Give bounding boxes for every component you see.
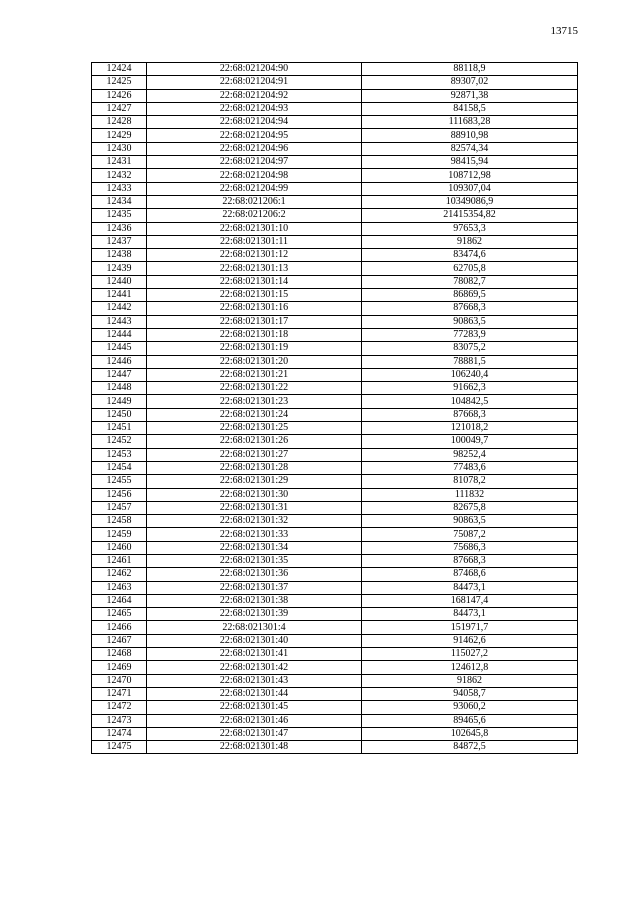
row-number-cell: 12437 [92, 235, 147, 248]
value-cell: 98252,4 [362, 448, 578, 461]
cadastral-number-cell: 22:68:021301:13 [147, 262, 362, 275]
table-row [92, 515, 578, 528]
value-cell: 84872,5 [362, 741, 578, 754]
table-row [92, 501, 578, 514]
table-row [92, 249, 578, 262]
cadastral-number-cell: 22:68:021301:31 [147, 501, 362, 514]
row-number-cell: 12425 [92, 76, 147, 89]
cadastral-number-cell: 22:68:021301:46 [147, 714, 362, 727]
cadastral-number-cell: 22:68:021301:32 [147, 515, 362, 528]
table-row [92, 594, 578, 607]
row-number-cell: 12446 [92, 355, 147, 368]
value-cell: 75686,3 [362, 541, 578, 554]
table-row [92, 182, 578, 195]
cadastral-number-cell: 22:68:021301:23 [147, 395, 362, 408]
value-cell: 86869,5 [362, 289, 578, 302]
cadastral-number-cell: 22:68:021204:92 [147, 89, 362, 102]
cadastral-number-cell: 22:68:021204:98 [147, 169, 362, 182]
cadastral-number-cell: 22:68:021301:33 [147, 528, 362, 541]
value-cell: 87668,3 [362, 408, 578, 421]
row-number-cell: 12435 [92, 209, 147, 222]
table-row [92, 448, 578, 461]
value-cell: 90863,5 [362, 515, 578, 528]
value-cell: 92871,38 [362, 89, 578, 102]
row-number-cell: 12475 [92, 741, 147, 754]
row-number-cell: 12427 [92, 102, 147, 115]
row-number-cell: 12455 [92, 475, 147, 488]
row-number-cell: 12436 [92, 222, 147, 235]
cadastral-number-cell: 22:68:021301:27 [147, 448, 362, 461]
value-cell: 168147,4 [362, 594, 578, 607]
cadastral-number-cell: 22:68:021301:48 [147, 741, 362, 754]
table-row [92, 209, 578, 222]
value-cell: 94058,7 [362, 687, 578, 700]
table-row [92, 435, 578, 448]
table-row [92, 63, 578, 76]
table-row [92, 222, 578, 235]
table-row [92, 302, 578, 315]
table-row [92, 568, 578, 581]
value-cell: 62705,8 [362, 262, 578, 275]
row-number-cell: 12464 [92, 594, 147, 607]
row-number-cell: 12443 [92, 315, 147, 328]
value-cell: 75087,2 [362, 528, 578, 541]
row-number-cell: 12466 [92, 621, 147, 634]
table-row [92, 581, 578, 594]
cadastral-number-cell: 22:68:021301:17 [147, 315, 362, 328]
value-cell: 91462,6 [362, 634, 578, 647]
cadastral-number-cell: 22:68:021301:47 [147, 727, 362, 740]
value-cell: 78082,7 [362, 275, 578, 288]
cadastral-number-cell: 22:68:021301:45 [147, 701, 362, 714]
cadastral-number-cell: 22:68:021301:14 [147, 275, 362, 288]
cadastral-number-cell: 22:68:021301:39 [147, 608, 362, 621]
cadastral-number-cell: 22:68:021204:97 [147, 156, 362, 169]
table-row [92, 727, 578, 740]
value-cell: 77483,6 [362, 461, 578, 474]
table-row [92, 674, 578, 687]
row-number-cell: 12441 [92, 289, 147, 302]
page-number: 13715 [550, 25, 578, 37]
cadastral-number-cell: 22:68:021301:11 [147, 235, 362, 248]
value-cell: 100049,7 [362, 435, 578, 448]
cadastral-number-cell: 22:68:021301:25 [147, 422, 362, 435]
row-number-cell: 12438 [92, 249, 147, 262]
value-cell: 91862 [362, 235, 578, 248]
table-row [92, 648, 578, 661]
value-cell: 87668,3 [362, 302, 578, 315]
cadastral-number-cell: 22:68:021301:24 [147, 408, 362, 421]
value-cell: 88118,9 [362, 63, 578, 76]
table-row [92, 408, 578, 421]
table-row [92, 116, 578, 129]
cadastral-number-cell: 22:68:021301:40 [147, 634, 362, 647]
table-row [92, 382, 578, 395]
row-number-cell: 12445 [92, 342, 147, 355]
cadastral-number-cell: 22:68:021204:93 [147, 102, 362, 115]
row-number-cell: 12470 [92, 674, 147, 687]
row-number-cell: 12439 [92, 262, 147, 275]
table-row [92, 741, 578, 754]
value-cell: 82675,8 [362, 501, 578, 514]
registry-table [91, 62, 578, 754]
row-number-cell: 12426 [92, 89, 147, 102]
value-cell: 89307,02 [362, 76, 578, 89]
row-number-cell: 12461 [92, 554, 147, 567]
row-number-cell: 12447 [92, 368, 147, 381]
value-cell: 89465,6 [362, 714, 578, 727]
cadastral-number-cell: 22:68:021301:16 [147, 302, 362, 315]
value-cell: 151971,7 [362, 621, 578, 634]
value-cell: 81078,2 [362, 475, 578, 488]
value-cell: 83075,2 [362, 342, 578, 355]
table-row [92, 156, 578, 169]
cadastral-number-cell: 22:68:021301:34 [147, 541, 362, 554]
cadastral-number-cell: 22:68:021301:37 [147, 581, 362, 594]
row-number-cell: 12469 [92, 661, 147, 674]
row-number-cell: 12433 [92, 182, 147, 195]
row-number-cell: 12452 [92, 435, 147, 448]
cadastral-number-cell: 22:68:021301:41 [147, 648, 362, 661]
value-cell: 21415354,82 [362, 209, 578, 222]
table-row [92, 76, 578, 89]
value-cell: 111832 [362, 488, 578, 501]
value-cell: 91862 [362, 674, 578, 687]
table-row [92, 528, 578, 541]
cadastral-number-cell: 22:68:021301:18 [147, 328, 362, 341]
cadastral-number-cell: 22:68:021206:1 [147, 195, 362, 208]
value-cell: 108712,98 [362, 169, 578, 182]
cadastral-number-cell: 22:68:021204:99 [147, 182, 362, 195]
table-row [92, 235, 578, 248]
table-row [92, 701, 578, 714]
cadastral-number-cell: 22:68:021301:36 [147, 568, 362, 581]
row-number-cell: 12474 [92, 727, 147, 740]
row-number-cell: 12465 [92, 608, 147, 621]
row-number-cell: 12473 [92, 714, 147, 727]
cadastral-number-cell: 22:68:021301:29 [147, 475, 362, 488]
table-row [92, 275, 578, 288]
value-cell: 77283,9 [362, 328, 578, 341]
value-cell: 78881,5 [362, 355, 578, 368]
value-cell: 124612,8 [362, 661, 578, 674]
cadastral-number-cell: 22:68:021204:95 [147, 129, 362, 142]
cadastral-number-cell: 22:68:021301:30 [147, 488, 362, 501]
table-row [92, 395, 578, 408]
table-row [92, 102, 578, 115]
value-cell: 83474,6 [362, 249, 578, 262]
table-row [92, 554, 578, 567]
cadastral-number-cell: 22:68:021301:15 [147, 289, 362, 302]
table-row [92, 621, 578, 634]
row-number-cell: 12431 [92, 156, 147, 169]
row-number-cell: 12432 [92, 169, 147, 182]
table-row [92, 541, 578, 554]
row-number-cell: 12467 [92, 634, 147, 647]
row-number-cell: 12428 [92, 116, 147, 129]
table-row [92, 315, 578, 328]
table-row [92, 634, 578, 647]
row-number-cell: 12454 [92, 461, 147, 474]
row-number-cell: 12440 [92, 275, 147, 288]
row-number-cell: 12457 [92, 501, 147, 514]
value-cell: 88910,98 [362, 129, 578, 142]
value-cell: 97653,3 [362, 222, 578, 235]
row-number-cell: 12468 [92, 648, 147, 661]
value-cell: 93060,2 [362, 701, 578, 714]
row-number-cell: 12451 [92, 422, 147, 435]
value-cell: 98415,94 [362, 156, 578, 169]
cadastral-number-cell: 22:68:021301:28 [147, 461, 362, 474]
value-cell: 109307,04 [362, 182, 578, 195]
row-number-cell: 12471 [92, 687, 147, 700]
value-cell: 82574,34 [362, 142, 578, 155]
table-row [92, 169, 578, 182]
cadastral-number-cell: 22:68:021301:4 [147, 621, 362, 634]
row-number-cell: 12442 [92, 302, 147, 315]
cadastral-number-cell: 22:68:021301:12 [147, 249, 362, 262]
table-row [92, 342, 578, 355]
cadastral-number-cell: 22:68:021301:42 [147, 661, 362, 674]
row-number-cell: 12463 [92, 581, 147, 594]
value-cell: 87668,3 [362, 554, 578, 567]
row-number-cell: 12460 [92, 541, 147, 554]
cadastral-number-cell: 22:68:021301:21 [147, 368, 362, 381]
registry-table-body [92, 63, 578, 754]
cadastral-number-cell: 22:68:021204:94 [147, 116, 362, 129]
table-row [92, 475, 578, 488]
cadastral-number-cell: 22:68:021204:91 [147, 76, 362, 89]
table-row [92, 129, 578, 142]
row-number-cell: 12429 [92, 129, 147, 142]
row-number-cell: 12458 [92, 515, 147, 528]
cadastral-number-cell: 22:68:021301:10 [147, 222, 362, 235]
row-number-cell: 12448 [92, 382, 147, 395]
value-cell: 106240,4 [362, 368, 578, 381]
table-row [92, 422, 578, 435]
row-number-cell: 12444 [92, 328, 147, 341]
cadastral-number-cell: 22:68:021301:20 [147, 355, 362, 368]
table-row [92, 661, 578, 674]
value-cell: 10349086,9 [362, 195, 578, 208]
table-row [92, 368, 578, 381]
table-row [92, 195, 578, 208]
value-cell: 115027,2 [362, 648, 578, 661]
table-row [92, 328, 578, 341]
cadastral-number-cell: 22:68:021206:2 [147, 209, 362, 222]
value-cell: 91662,3 [362, 382, 578, 395]
cadastral-number-cell: 22:68:021301:44 [147, 687, 362, 700]
value-cell: 84473,1 [362, 581, 578, 594]
value-cell: 87468,6 [362, 568, 578, 581]
value-cell: 84473,1 [362, 608, 578, 621]
table-row [92, 355, 578, 368]
cadastral-number-cell: 22:68:021301:19 [147, 342, 362, 355]
table-row [92, 687, 578, 700]
row-number-cell: 12449 [92, 395, 147, 408]
value-cell: 104842,5 [362, 395, 578, 408]
cadastral-number-cell: 22:68:021204:90 [147, 63, 362, 76]
cadastral-number-cell: 22:68:021301:38 [147, 594, 362, 607]
table-row [92, 461, 578, 474]
row-number-cell: 12462 [92, 568, 147, 581]
row-number-cell: 12434 [92, 195, 147, 208]
table-row [92, 608, 578, 621]
row-number-cell: 12456 [92, 488, 147, 501]
table-row [92, 289, 578, 302]
cadastral-number-cell: 22:68:021301:22 [147, 382, 362, 395]
row-number-cell: 12424 [92, 63, 147, 76]
table-row [92, 714, 578, 727]
value-cell: 121018,2 [362, 422, 578, 435]
cadastral-number-cell: 22:68:021301:35 [147, 554, 362, 567]
table-row [92, 142, 578, 155]
table-row [92, 262, 578, 275]
row-number-cell: 12453 [92, 448, 147, 461]
cadastral-number-cell: 22:68:021301:43 [147, 674, 362, 687]
row-number-cell: 12472 [92, 701, 147, 714]
row-number-cell: 12459 [92, 528, 147, 541]
table-row [92, 89, 578, 102]
value-cell: 90863,5 [362, 315, 578, 328]
row-number-cell: 12450 [92, 408, 147, 421]
row-number-cell: 12430 [92, 142, 147, 155]
table-row [92, 488, 578, 501]
value-cell: 102645,8 [362, 727, 578, 740]
cadastral-number-cell: 22:68:021204:96 [147, 142, 362, 155]
value-cell: 84158,5 [362, 102, 578, 115]
cadastral-number-cell: 22:68:021301:26 [147, 435, 362, 448]
value-cell: 111683,28 [362, 116, 578, 129]
